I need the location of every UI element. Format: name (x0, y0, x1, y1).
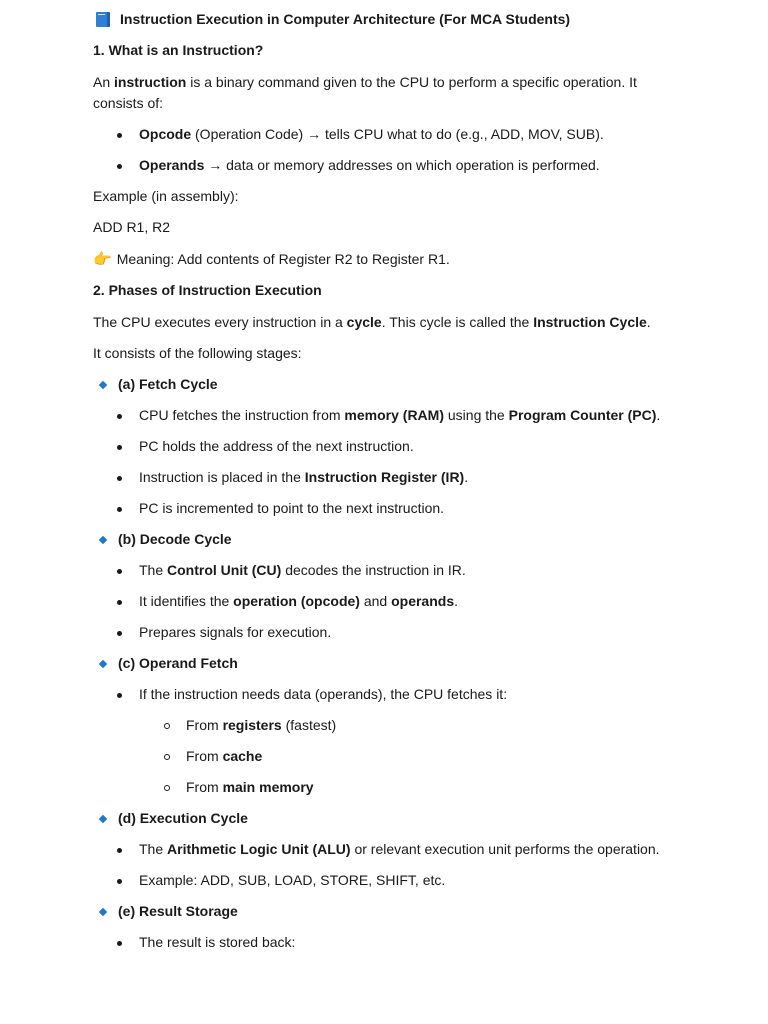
stages-intro: It consists of the following stages: (93, 345, 302, 361)
blue-diamond-icon (99, 814, 107, 822)
list-item: Prepares signals for execution. (93, 622, 673, 643)
bold-term: Instruction Register (IR) (304, 469, 465, 485)
text: An (93, 74, 115, 90)
example-label: Example (in assembly): (93, 188, 239, 204)
list-item (93, 839, 673, 860)
text: decodes the instruction in IR. (281, 562, 466, 578)
bold-term: registers (222, 717, 282, 733)
list-item (93, 155, 673, 176)
result-list (93, 932, 673, 953)
execution-list (93, 839, 673, 891)
list-item (93, 777, 673, 798)
text: The (139, 841, 168, 857)
list-item (93, 591, 673, 612)
section-heading-instruction: 1. What is an Instruction? (93, 42, 264, 58)
list-item (93, 467, 673, 488)
bold-term: Control Unit (CU) (167, 562, 282, 578)
stage-title: (c) Operand Fetch (118, 655, 238, 671)
stage-title: (e) Result Storage (118, 903, 238, 919)
meaning-row (93, 249, 673, 270)
operand-sources-list (93, 715, 673, 798)
instruction-parts-list (93, 124, 673, 176)
stage-heading-operand-fetch (93, 653, 673, 674)
instruction-definition (93, 72, 673, 114)
stage-heading-decode (93, 529, 673, 550)
phases-intro (93, 312, 673, 333)
stage-heading-execution (93, 808, 673, 829)
bold-term: Instruction Cycle (533, 314, 647, 330)
text: The CPU executes every instruction in a (93, 314, 347, 330)
text: . (646, 314, 651, 330)
operand-list (93, 684, 673, 705)
bold-term: cache (222, 748, 263, 764)
list-item: PC holds the address of the next instruction. (93, 436, 673, 457)
text: The (139, 562, 168, 578)
blue-diamond-icon (99, 907, 107, 915)
text: using the (444, 407, 509, 423)
bold-term: Program Counter (PC) (508, 407, 657, 423)
text: . (656, 407, 661, 423)
stage-heading-fetch (93, 374, 673, 395)
list-item (93, 746, 673, 767)
bold-term: memory (RAM) (344, 407, 444, 423)
text: Instruction is placed in the (139, 469, 305, 485)
document-title-row (93, 9, 673, 29)
stage-title: (a) Fetch Cycle (118, 376, 218, 392)
section-heading-phases: 2. Phases of Instruction Execution (93, 282, 322, 298)
text: and (359, 593, 392, 609)
bold-term: cycle (346, 314, 382, 330)
list-item: The result is stored back: (93, 932, 673, 953)
text: . (464, 469, 469, 485)
text: (fastest) (281, 717, 337, 733)
list-item (93, 124, 673, 145)
list-item (93, 560, 673, 581)
bold-term: instruction (114, 74, 187, 90)
list-item (93, 405, 673, 426)
text: is a binary command given to the CPU to perform a specific operation. It consists of: (93, 74, 637, 111)
text: From (186, 779, 223, 795)
book-icon (96, 12, 110, 27)
bold-term: Opcode (139, 126, 192, 142)
meaning-text: Meaning: Add contents of Register R2 to Register R1. (116, 251, 450, 267)
text: or relevant execution unit performs the operation. (350, 841, 660, 857)
blue-diamond-icon (99, 659, 107, 667)
text: . (454, 593, 458, 609)
fetch-list (93, 405, 673, 519)
list-item: If the instruction needs data (operands), the CPU fetches it: (93, 684, 673, 705)
text: From (186, 748, 223, 764)
bold-term: Operands (139, 157, 205, 173)
list-item (93, 715, 673, 736)
text: It identifies the (139, 593, 234, 609)
example-code: ADD R1, R2 (93, 219, 171, 235)
list-item: Example: ADD, SUB, LOAD, STORE, SHIFT, etc. (93, 870, 673, 891)
stage-title: (d) Execution Cycle (118, 810, 248, 826)
pointing-hand-icon: 👉 (93, 251, 112, 268)
bold-term: operands (391, 593, 455, 609)
decode-list (93, 560, 673, 643)
list-item: PC is incremented to point to the next instruction. (93, 498, 673, 519)
bold-term: operation (opcode) (233, 593, 360, 609)
stage-title: (b) Decode Cycle (118, 531, 232, 547)
stage-heading-result (93, 901, 673, 922)
text: From (186, 717, 223, 733)
document-content (93, 9, 673, 963)
text: (Operation Code) → tells CPU what to do (e.g., ADD, MOV, SUB). (191, 126, 604, 142)
text: → data or memory addresses on which operation is performed. (204, 157, 600, 173)
blue-diamond-icon (99, 380, 107, 388)
document-title: Instruction Execution in Computer Architecture (For MCA Students) (120, 10, 571, 27)
bold-term: Arithmetic Logic Unit (ALU) (167, 841, 351, 857)
bold-term: main memory (222, 779, 314, 795)
text: CPU fetches the instruction from (139, 407, 345, 423)
text: . This cycle is called the (381, 314, 534, 330)
blue-diamond-icon (99, 535, 107, 543)
